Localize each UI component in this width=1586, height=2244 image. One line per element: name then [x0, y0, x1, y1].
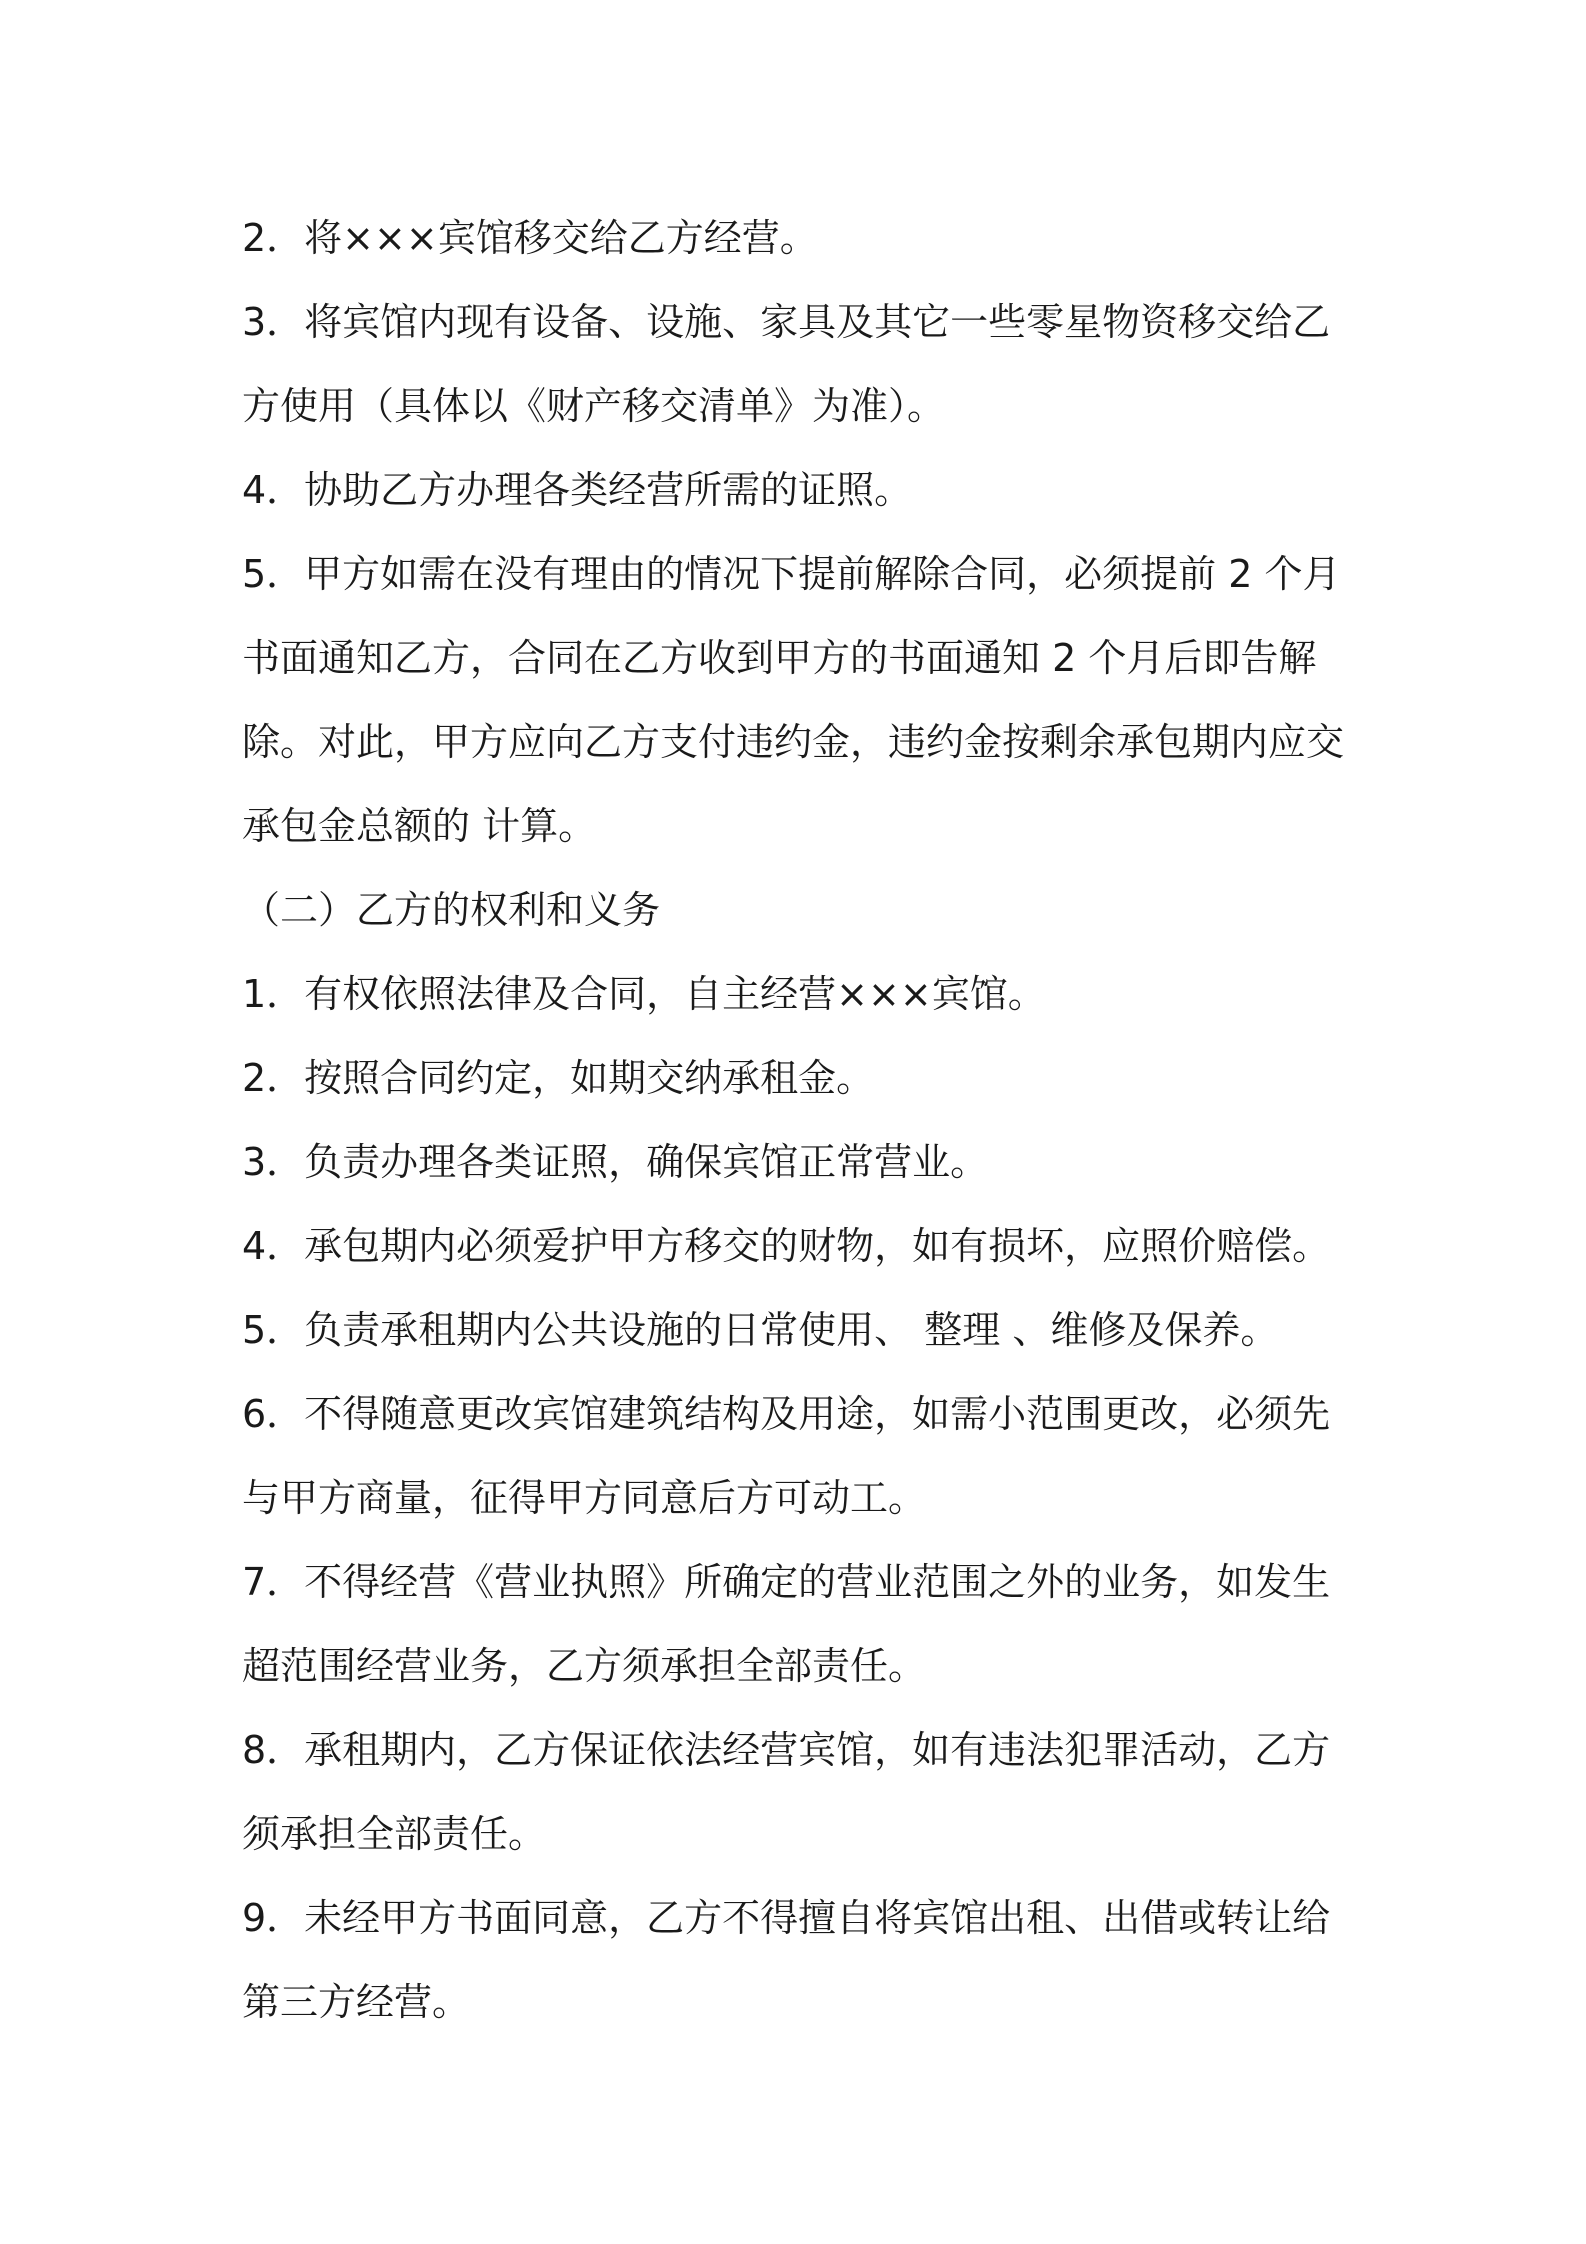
clause-party-a-2: 2．将×××宾馆移交给乙方经营。: [242, 216, 818, 260]
clause-party-b-7: 7．不得经营《营业执照》所确定的营业范围之外的业务，如发生超范围经营业务，乙方须承担全部责任。: [242, 1560, 1331, 1688]
clause-party-b-3: 3．负责办理各类证照，确保宾馆正常营业。: [242, 1140, 989, 1184]
clause-party-b-9: 9．未经甲方书面同意，乙方不得擅自将宾馆出租、出借或转让给第三方经营。: [242, 1896, 1331, 2024]
clause-party-b-2: 2．按照合同约定，如期交纳承租金。: [242, 1056, 875, 1100]
clause-party-a-4: 4．协助乙方办理各类经营所需的证照。: [242, 468, 913, 512]
clause-party-a-3: 3．将宾馆内现有设备、设施、家具及其它一些零星物资移交给乙方使用（具体以《财产移交清单》为准）。: [242, 300, 1331, 428]
contract-body: [242, 196, 1352, 2044]
clause-party-b-8: 8．承租期内，乙方保证依法经营宾馆，如有违法犯罪活动，乙方须承担全部责任。: [242, 1728, 1331, 1856]
clause-party-b-1: 1．有权依照法律及合同，自主经营×××宾馆。: [242, 972, 1046, 1016]
section-heading-party-b: （二）乙方的权利和义务: [242, 888, 661, 932]
clause-party-a-5: 5．甲方如需在没有理由的情况下提前解除合同，必须提前 2 个月书面通知乙方，合同在乙方收到甲方的书面通知 2 个月后即告解除。对此，甲方应向乙方支付违约金，违约金按剩余承包期内应交承包金总额的 计算。: [242, 552, 1345, 848]
clause-party-b-4: 4．承包期内必须爱护甲方移交的财物，如有损坏，应照价赔偿。: [242, 1224, 1331, 1268]
clause-party-b-6: 6．不得随意更改宾馆建筑结构及用途，如需小范围更改，必须先与甲方商量，征得甲方同意后方可动工。: [242, 1392, 1331, 1520]
clause-party-b-5: 5．负责承租期内公共设施的日常使用、 整理 、维修及保养。: [242, 1308, 1279, 1352]
